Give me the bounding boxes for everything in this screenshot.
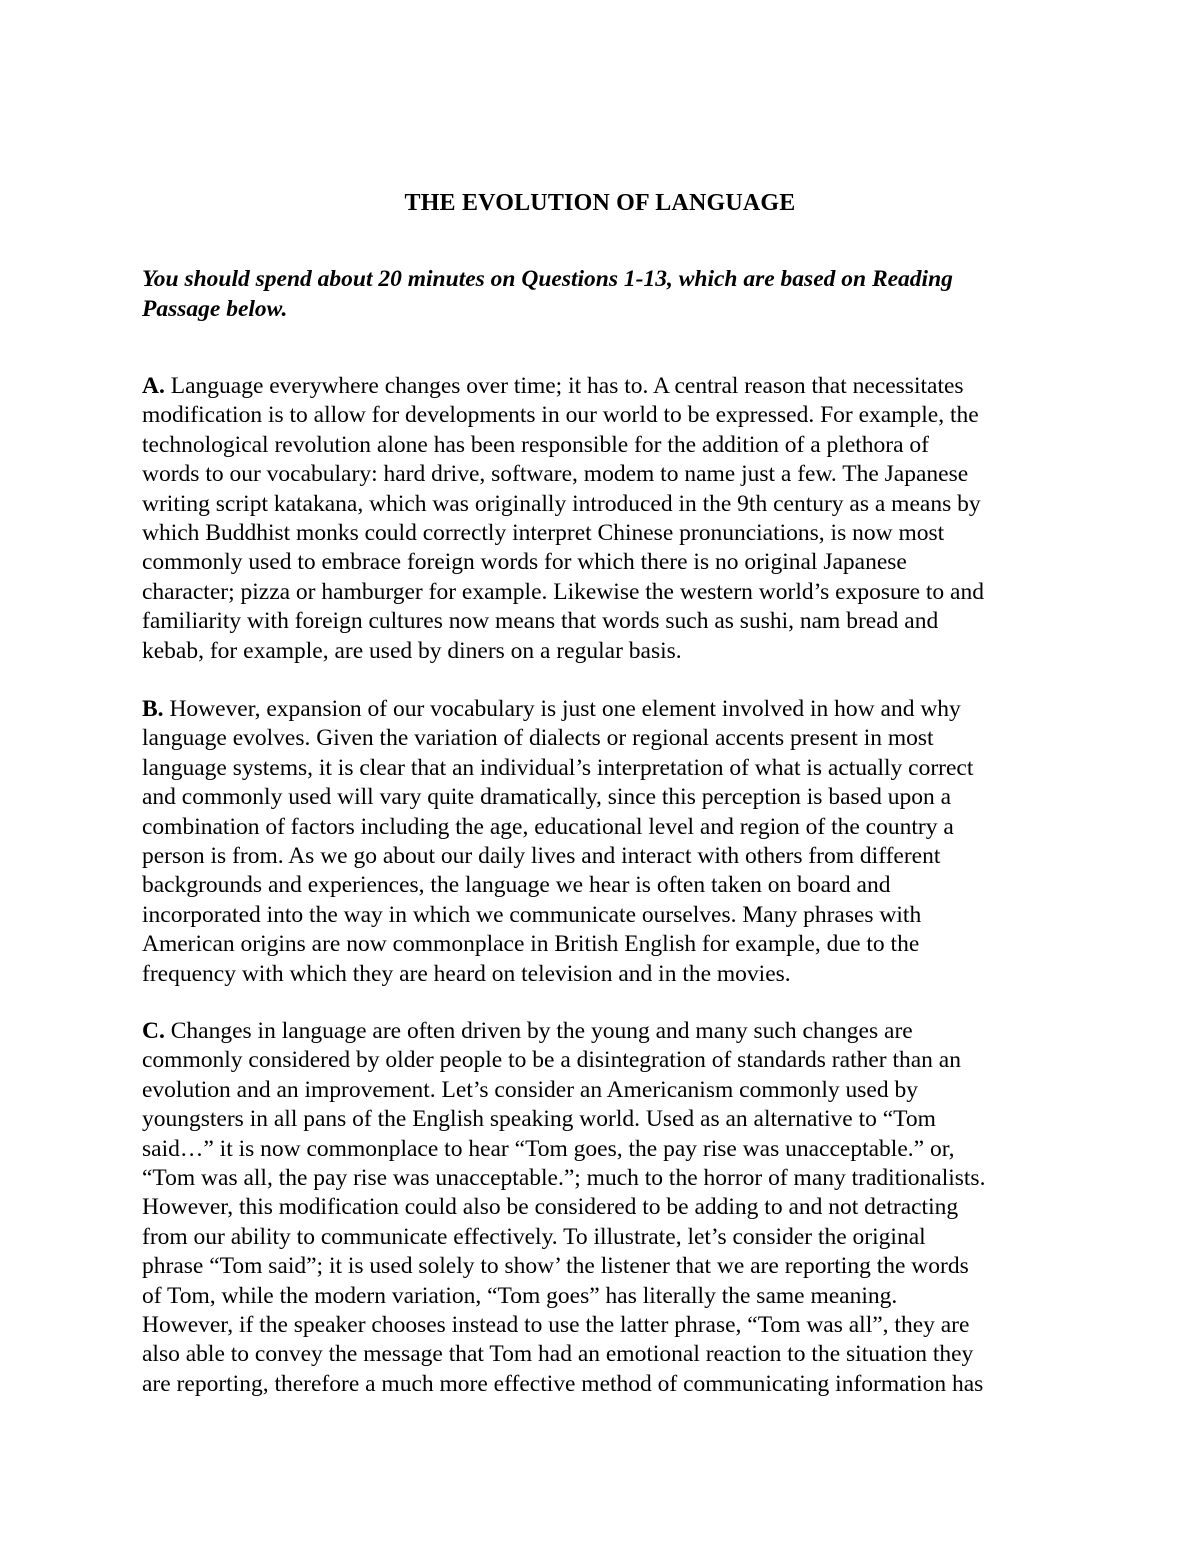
paragraph-c xyxy=(142,1017,1062,1399)
paragraph-text: Language everywhere changes over time; it has to. A central reason that necessitates xyxy=(164,373,964,399)
paragraph-line: youngsters in all pans of the English speaking world. Used as an alternative to “Tom xyxy=(142,1106,936,1133)
paragraph-line: and commonly used will vary quite dramatically, since this perception is based upon a xyxy=(142,784,952,811)
paragraph-label: B. xyxy=(142,696,164,722)
paragraph-text: However, expansion of our vocabulary is just one element involved in how and why xyxy=(163,696,961,722)
paragraph-line: are reporting, therefore a much more effective method of communicating information has xyxy=(142,1370,984,1397)
instructions-line: Passage below. xyxy=(142,295,288,322)
paragraph-line: modification is to allow for developments in our world to be expressed. For example, the xyxy=(142,402,979,429)
paragraph-line: commonly used to embrace foreign words for which there is no original Japanese xyxy=(142,549,907,576)
paragraph-line: kebab, for example, are used by diners on a regular basis. xyxy=(142,637,682,664)
paragraph-line: from our ability to communicate effectively. To illustrate, let’s consider the original xyxy=(142,1223,926,1250)
paragraph-line: said…” it is now commonplace to hear “Tom goes, the pay rise was unacceptable.” or, xyxy=(142,1135,955,1162)
paragraph-line: which Buddhist monks could correctly interpret Chinese pronunciations, is now most xyxy=(142,520,945,547)
paragraph-line: writing script katakana, which was originally introduced in the 9th century as a means by xyxy=(142,490,981,517)
paragraph-line: phrase “Tom said”; it is used solely to show’ the listener that we are reporting the words xyxy=(142,1253,969,1280)
paragraph-line: person is from. As we go about our daily lives and interact with others from different xyxy=(142,843,941,870)
paragraph-line: technological revolution alone has been responsible for the addition of a plethora of xyxy=(142,431,929,458)
paragraph-line: backgrounds and experiences, the language we hear is often taken on board and xyxy=(142,872,891,899)
paragraph-line: However, this modification could also be considered to be adding to and not detracting xyxy=(142,1194,959,1221)
paragraph-line: However, if the speaker chooses instead to use the latter phrase, “Tom was all”, they are xyxy=(142,1312,970,1339)
paragraph-line: familiarity with foreign cultures now means that words such as sushi, nam bread and xyxy=(142,608,939,635)
paragraph-line: frequency with which they are heard on television and in the movies. xyxy=(142,960,791,987)
document-title: THE EVOLUTION OF LANGUAGE xyxy=(404,190,796,216)
paragraph-line xyxy=(142,695,1062,724)
paragraph-line: incorporated into the way in which we communicate ourselves. Many phrases with xyxy=(142,901,922,928)
paragraph-line: American origins are now commonplace in British English for example, due to the xyxy=(142,931,920,958)
paragraph-line: language evolves. Given the variation of dialects or regional accents present in most xyxy=(142,725,934,752)
paragraph-label: A. xyxy=(142,373,165,399)
paragraph-line xyxy=(142,372,1062,401)
paragraph-line xyxy=(142,1017,1062,1046)
paragraph-line: commonly considered by older people to be a disintegration of standards rather than an xyxy=(142,1047,961,1074)
paragraph-line: combination of factors including the age, educational level and region of the country a xyxy=(142,813,954,840)
paragraph-line: evolution and an improvement. Let’s consider an Americanism commonly used by xyxy=(142,1076,918,1103)
paragraph-line: language systems, it is clear that an individual’s interpretation of what is actually correct xyxy=(142,754,974,781)
paragraph-a xyxy=(142,372,1062,666)
paragraph-line: “Tom was all, the pay rise was unacceptable.”; much to the horror of many traditionalists. xyxy=(142,1165,986,1192)
paragraph-line: words to our vocabulary: hard drive, software, modem to name just a few. The Japanese xyxy=(142,461,969,488)
paragraph-text: Changes in language are often driven by the young and many such changes are xyxy=(164,1018,913,1044)
instructions-line: You should spend about 20 minutes on Questions 1-13, which are based on Reading xyxy=(142,266,953,292)
paragraph-b xyxy=(142,695,1062,989)
paragraph-label: C. xyxy=(142,1018,165,1044)
reading-instructions xyxy=(142,265,1062,324)
paragraph-line: of Tom, while the modern variation, “Tom goes” has literally the same meaning. xyxy=(142,1282,898,1309)
paragraph-line: character; pizza or hamburger for example. Likewise the western world’s exposure to and xyxy=(142,578,984,605)
paragraph-line: also able to convey the message that Tom had an emotional reaction to the situation they xyxy=(142,1341,974,1368)
